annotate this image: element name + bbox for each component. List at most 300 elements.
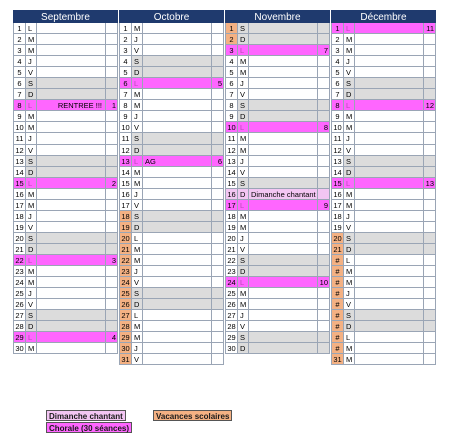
- day-row: [13, 189, 118, 200]
- session-count: [212, 111, 224, 121]
- day-number: 9: [119, 111, 132, 121]
- day-number: 11: [225, 133, 238, 143]
- day-event: [249, 45, 318, 55]
- day-number: 3: [225, 45, 238, 55]
- day-number: 1: [119, 23, 132, 33]
- session-count: [212, 89, 224, 99]
- weekday-letter: M: [26, 343, 37, 353]
- day-number: 28: [13, 321, 26, 331]
- weekday-letter: V: [26, 145, 37, 155]
- day-event: [355, 222, 424, 232]
- day-number: 13: [331, 156, 344, 166]
- weekday-letter: J: [26, 56, 37, 66]
- day-event: [143, 332, 212, 342]
- day-row: [13, 122, 118, 133]
- day-row: [119, 222, 224, 233]
- day-event: [37, 244, 106, 254]
- day-number: 4: [119, 56, 132, 66]
- day-number: 1: [331, 23, 344, 33]
- session-count: [424, 266, 436, 276]
- day-row: [119, 189, 224, 200]
- day-event: [249, 111, 318, 121]
- day-event: [355, 45, 424, 55]
- day-event: [143, 122, 212, 132]
- day-number: 3: [119, 45, 132, 55]
- day-row: [331, 277, 436, 288]
- day-row: [331, 266, 436, 277]
- weekday-letter: S: [26, 310, 37, 320]
- day-row: [331, 343, 436, 354]
- session-count: [106, 56, 118, 66]
- day-event: [37, 145, 106, 155]
- day-event: [37, 78, 106, 88]
- day-event: [355, 288, 424, 298]
- session-count: [106, 122, 118, 132]
- weekday-letter: L: [344, 23, 355, 33]
- day-row: [119, 167, 224, 178]
- session-count: [106, 310, 118, 320]
- weekday-letter: J: [132, 266, 143, 276]
- weekday-letter: M: [344, 266, 355, 276]
- day-event: [355, 310, 424, 320]
- day-row: [225, 200, 330, 211]
- weekday-letter: J: [132, 34, 143, 44]
- day-row: [13, 255, 118, 266]
- day-row: [119, 266, 224, 277]
- day-number: 5: [331, 67, 344, 77]
- session-count: [212, 222, 224, 232]
- day-event: [143, 167, 212, 177]
- weekday-letter: L: [238, 122, 249, 132]
- day-row: [119, 310, 224, 321]
- session-count: [106, 277, 118, 287]
- day-event: [143, 222, 212, 232]
- session-count: [106, 266, 118, 276]
- day-number: 12: [331, 145, 344, 155]
- day-event: [143, 189, 212, 199]
- session-count: [424, 288, 436, 298]
- session-count: [318, 111, 330, 121]
- day-row: [119, 211, 224, 222]
- day-row: [225, 56, 330, 67]
- day-row: [119, 111, 224, 122]
- session-count: [106, 133, 118, 143]
- session-count: [318, 100, 330, 110]
- weekday-letter: M: [132, 332, 143, 342]
- day-number: #: [331, 299, 344, 309]
- day-row: [331, 111, 436, 122]
- weekday-letter: V: [238, 89, 249, 99]
- session-count: [424, 310, 436, 320]
- session-count: [212, 299, 224, 309]
- session-count: [212, 332, 224, 342]
- day-number: 10: [225, 122, 238, 132]
- weekday-letter: M: [238, 211, 249, 221]
- weekday-letter: J: [238, 156, 249, 166]
- weekday-letter: S: [132, 56, 143, 66]
- day-number: #: [331, 288, 344, 298]
- day-number: 2: [119, 34, 132, 44]
- day-row: [331, 255, 436, 266]
- day-event: [37, 200, 106, 210]
- day-row: [119, 200, 224, 211]
- day-number: 2: [225, 34, 238, 44]
- session-count: [424, 78, 436, 88]
- day-event: [37, 89, 106, 99]
- day-row: [225, 133, 330, 144]
- weekday-letter: S: [344, 233, 355, 243]
- session-count: [318, 266, 330, 276]
- day-row: [225, 332, 330, 343]
- day-row: [225, 145, 330, 156]
- day-event: [249, 167, 318, 177]
- session-count: [318, 222, 330, 232]
- day-number: 25: [13, 288, 26, 298]
- day-row: [119, 122, 224, 133]
- weekday-letter: D: [132, 67, 143, 77]
- day-event: [249, 34, 318, 44]
- day-event: [143, 78, 212, 88]
- day-row: [331, 100, 436, 111]
- weekday-letter: J: [132, 111, 143, 121]
- day-row: [13, 56, 118, 67]
- day-number: 21: [331, 244, 344, 254]
- day-event: [143, 288, 212, 298]
- day-row: [119, 332, 224, 343]
- session-count: [212, 354, 224, 364]
- day-row: [331, 89, 436, 100]
- weekday-letter: J: [344, 288, 355, 298]
- day-row: [225, 122, 330, 133]
- weekday-letter: D: [344, 321, 355, 331]
- day-row: [119, 288, 224, 299]
- day-number: 8: [13, 100, 26, 110]
- day-number: 23: [225, 266, 238, 276]
- session-count: [106, 244, 118, 254]
- day-number: 19: [119, 222, 132, 232]
- day-event: [355, 67, 424, 77]
- session-count: [424, 332, 436, 342]
- session-count: [106, 288, 118, 298]
- day-number: 7: [331, 89, 344, 99]
- day-event: [355, 211, 424, 221]
- weekday-letter: V: [132, 354, 143, 364]
- session-count: [106, 299, 118, 309]
- day-number: 6: [13, 78, 26, 88]
- day-row: [331, 56, 436, 67]
- session-count: [424, 200, 436, 210]
- day-number: 13: [119, 156, 132, 166]
- day-row: [225, 156, 330, 167]
- day-number: 16: [225, 189, 238, 199]
- day-row: [331, 178, 436, 189]
- weekday-letter: J: [26, 133, 37, 143]
- day-row: [13, 111, 118, 122]
- session-count: [212, 67, 224, 77]
- day-number: 5: [119, 67, 132, 77]
- day-row: [13, 133, 118, 144]
- day-event: [249, 277, 318, 287]
- month-column: [331, 10, 436, 365]
- weekday-letter: J: [132, 343, 143, 353]
- day-number: 20: [13, 233, 26, 243]
- day-row: [13, 288, 118, 299]
- day-row: [13, 45, 118, 56]
- weekday-letter: M: [26, 34, 37, 44]
- weekday-letter: M: [26, 200, 37, 210]
- day-event: Dimanche chantant: [249, 189, 318, 199]
- weekday-letter: M: [132, 167, 143, 177]
- day-row: [331, 78, 436, 89]
- session-count: 4: [106, 332, 118, 342]
- day-row: [225, 111, 330, 122]
- session-count: [106, 222, 118, 232]
- weekday-letter: M: [344, 277, 355, 287]
- legend-dimanche-chantant: Dimanche chantant: [46, 410, 126, 421]
- weekday-letter: M: [344, 111, 355, 121]
- day-event: [37, 266, 106, 276]
- day-number: 20: [331, 233, 344, 243]
- session-count: [318, 145, 330, 155]
- day-row: [225, 23, 330, 34]
- weekday-letter: M: [238, 222, 249, 232]
- session-count: [212, 23, 224, 33]
- weekday-letter: D: [344, 89, 355, 99]
- session-count: [212, 145, 224, 155]
- day-row: [119, 244, 224, 255]
- day-row: [119, 34, 224, 45]
- day-row: [13, 34, 118, 45]
- day-event: [37, 343, 106, 353]
- day-number: 12: [119, 145, 132, 155]
- day-number: #: [331, 332, 344, 342]
- weekday-letter: M: [344, 34, 355, 44]
- session-count: [212, 189, 224, 199]
- day-event: [249, 156, 318, 166]
- session-count: [424, 222, 436, 232]
- weekday-letter: M: [132, 23, 143, 33]
- session-count: [106, 145, 118, 155]
- day-row: [13, 222, 118, 233]
- day-row: [225, 189, 330, 200]
- session-count: [212, 133, 224, 143]
- day-event: [143, 343, 212, 353]
- weekday-letter: L: [26, 100, 37, 110]
- day-row: [13, 233, 118, 244]
- weekday-letter: M: [26, 277, 37, 287]
- day-number: 21: [119, 244, 132, 254]
- day-number: 15: [225, 178, 238, 188]
- day-row: [225, 67, 330, 78]
- legend-vacances: Vacances scolaires: [153, 410, 232, 421]
- day-number: 1: [225, 23, 238, 33]
- day-row: [119, 45, 224, 56]
- day-event: [37, 233, 106, 243]
- day-event: RENTREE !!!: [37, 100, 106, 110]
- day-number: 30: [225, 343, 238, 353]
- weekday-letter: D: [238, 111, 249, 121]
- session-count: [106, 189, 118, 199]
- day-row: [225, 34, 330, 45]
- day-event: [37, 277, 106, 287]
- weekday-letter: D: [26, 321, 37, 331]
- day-row: [13, 23, 118, 34]
- day-number: #: [331, 266, 344, 276]
- session-count: [424, 354, 436, 364]
- day-event: [249, 89, 318, 99]
- session-count: [212, 200, 224, 210]
- weekday-letter: D: [132, 299, 143, 309]
- day-row: [13, 244, 118, 255]
- day-number: 24: [13, 277, 26, 287]
- weekday-letter: S: [132, 288, 143, 298]
- day-number: 17: [225, 200, 238, 210]
- day-event: [249, 288, 318, 298]
- day-event: [37, 222, 106, 232]
- session-count: [318, 156, 330, 166]
- day-event: [143, 100, 212, 110]
- day-number: 24: [225, 277, 238, 287]
- weekday-letter: J: [344, 56, 355, 66]
- session-count: [212, 321, 224, 331]
- day-event: [355, 111, 424, 121]
- weekday-letter: V: [26, 299, 37, 309]
- day-number: 4: [13, 56, 26, 66]
- day-event: [249, 222, 318, 232]
- session-count: [212, 244, 224, 254]
- day-event: [37, 332, 106, 342]
- day-event: [37, 45, 106, 55]
- day-number: 9: [331, 111, 344, 121]
- weekday-letter: J: [344, 133, 355, 143]
- day-event: [249, 78, 318, 88]
- day-event: [249, 332, 318, 342]
- day-event: [37, 255, 106, 265]
- day-event: [143, 310, 212, 320]
- weekday-letter: L: [344, 100, 355, 110]
- session-count: [318, 189, 330, 199]
- session-count: [106, 23, 118, 33]
- session-count: [424, 189, 436, 199]
- day-row: [331, 122, 436, 133]
- day-row: [13, 145, 118, 156]
- weekday-letter: L: [344, 332, 355, 342]
- session-count: [212, 45, 224, 55]
- day-number: 28: [225, 321, 238, 331]
- day-number: 27: [225, 310, 238, 320]
- day-row: [119, 78, 224, 89]
- session-count: [106, 321, 118, 331]
- weekday-letter: V: [344, 222, 355, 232]
- day-row: [13, 310, 118, 321]
- day-number: #: [331, 310, 344, 320]
- weekday-letter: S: [26, 78, 37, 88]
- weekday-letter: V: [132, 122, 143, 132]
- weekday-letter: J: [238, 310, 249, 320]
- weekday-letter: V: [344, 67, 355, 77]
- session-count: [106, 343, 118, 353]
- day-number: 8: [119, 100, 132, 110]
- day-row: [225, 299, 330, 310]
- day-event: [355, 255, 424, 265]
- day-number: 3: [331, 45, 344, 55]
- day-event: [355, 100, 424, 110]
- day-row: [225, 178, 330, 189]
- day-row: [119, 23, 224, 34]
- day-event: [143, 200, 212, 210]
- day-row: [13, 299, 118, 310]
- day-number: 21: [225, 244, 238, 254]
- weekday-letter: S: [344, 78, 355, 88]
- weekday-letter: S: [238, 332, 249, 342]
- day-event: [37, 23, 106, 33]
- weekday-letter: J: [238, 233, 249, 243]
- session-count: 10: [319, 278, 328, 288]
- weekday-letter: M: [344, 200, 355, 210]
- day-row: [119, 178, 224, 189]
- session-count: [318, 34, 330, 44]
- session-count: 12: [425, 101, 434, 111]
- day-number: 14: [331, 167, 344, 177]
- weekday-letter: M: [26, 189, 37, 199]
- day-row: [331, 23, 436, 34]
- day-number: #: [331, 255, 344, 265]
- day-row: [119, 67, 224, 78]
- session-count: [318, 67, 330, 77]
- weekday-letter: S: [238, 23, 249, 33]
- day-number: 17: [13, 200, 26, 210]
- session-count: [424, 343, 436, 353]
- day-row: [225, 233, 330, 244]
- day-number: 12: [225, 145, 238, 155]
- day-event: [37, 167, 106, 177]
- session-count: [424, 111, 436, 121]
- day-event: [355, 332, 424, 342]
- day-row: [225, 277, 330, 288]
- day-row: [331, 67, 436, 78]
- session-count: [106, 156, 118, 166]
- weekday-letter: M: [26, 266, 37, 276]
- session-count: [212, 233, 224, 243]
- month-header: Octobre: [119, 10, 224, 23]
- day-event: [37, 67, 106, 77]
- day-row: [225, 244, 330, 255]
- day-event: [37, 156, 106, 166]
- day-event: [249, 266, 318, 276]
- day-number: 13: [225, 156, 238, 166]
- day-number: 2: [331, 34, 344, 44]
- day-event: [37, 321, 106, 331]
- day-number: 8: [225, 100, 238, 110]
- day-row: [119, 56, 224, 67]
- session-count: [424, 299, 436, 309]
- weekday-letter: V: [26, 67, 37, 77]
- session-count: [318, 167, 330, 177]
- day-event: [143, 133, 212, 143]
- weekday-letter: D: [238, 343, 249, 353]
- weekday-letter: L: [26, 178, 37, 188]
- weekday-letter: S: [26, 156, 37, 166]
- day-event: [355, 34, 424, 44]
- day-event: [355, 189, 424, 199]
- session-count: [318, 233, 330, 243]
- session-count: [318, 255, 330, 265]
- session-count: [318, 211, 330, 221]
- weekday-letter: S: [238, 178, 249, 188]
- day-event: [143, 67, 212, 77]
- day-number: 7: [13, 89, 26, 99]
- weekday-letter: M: [132, 100, 143, 110]
